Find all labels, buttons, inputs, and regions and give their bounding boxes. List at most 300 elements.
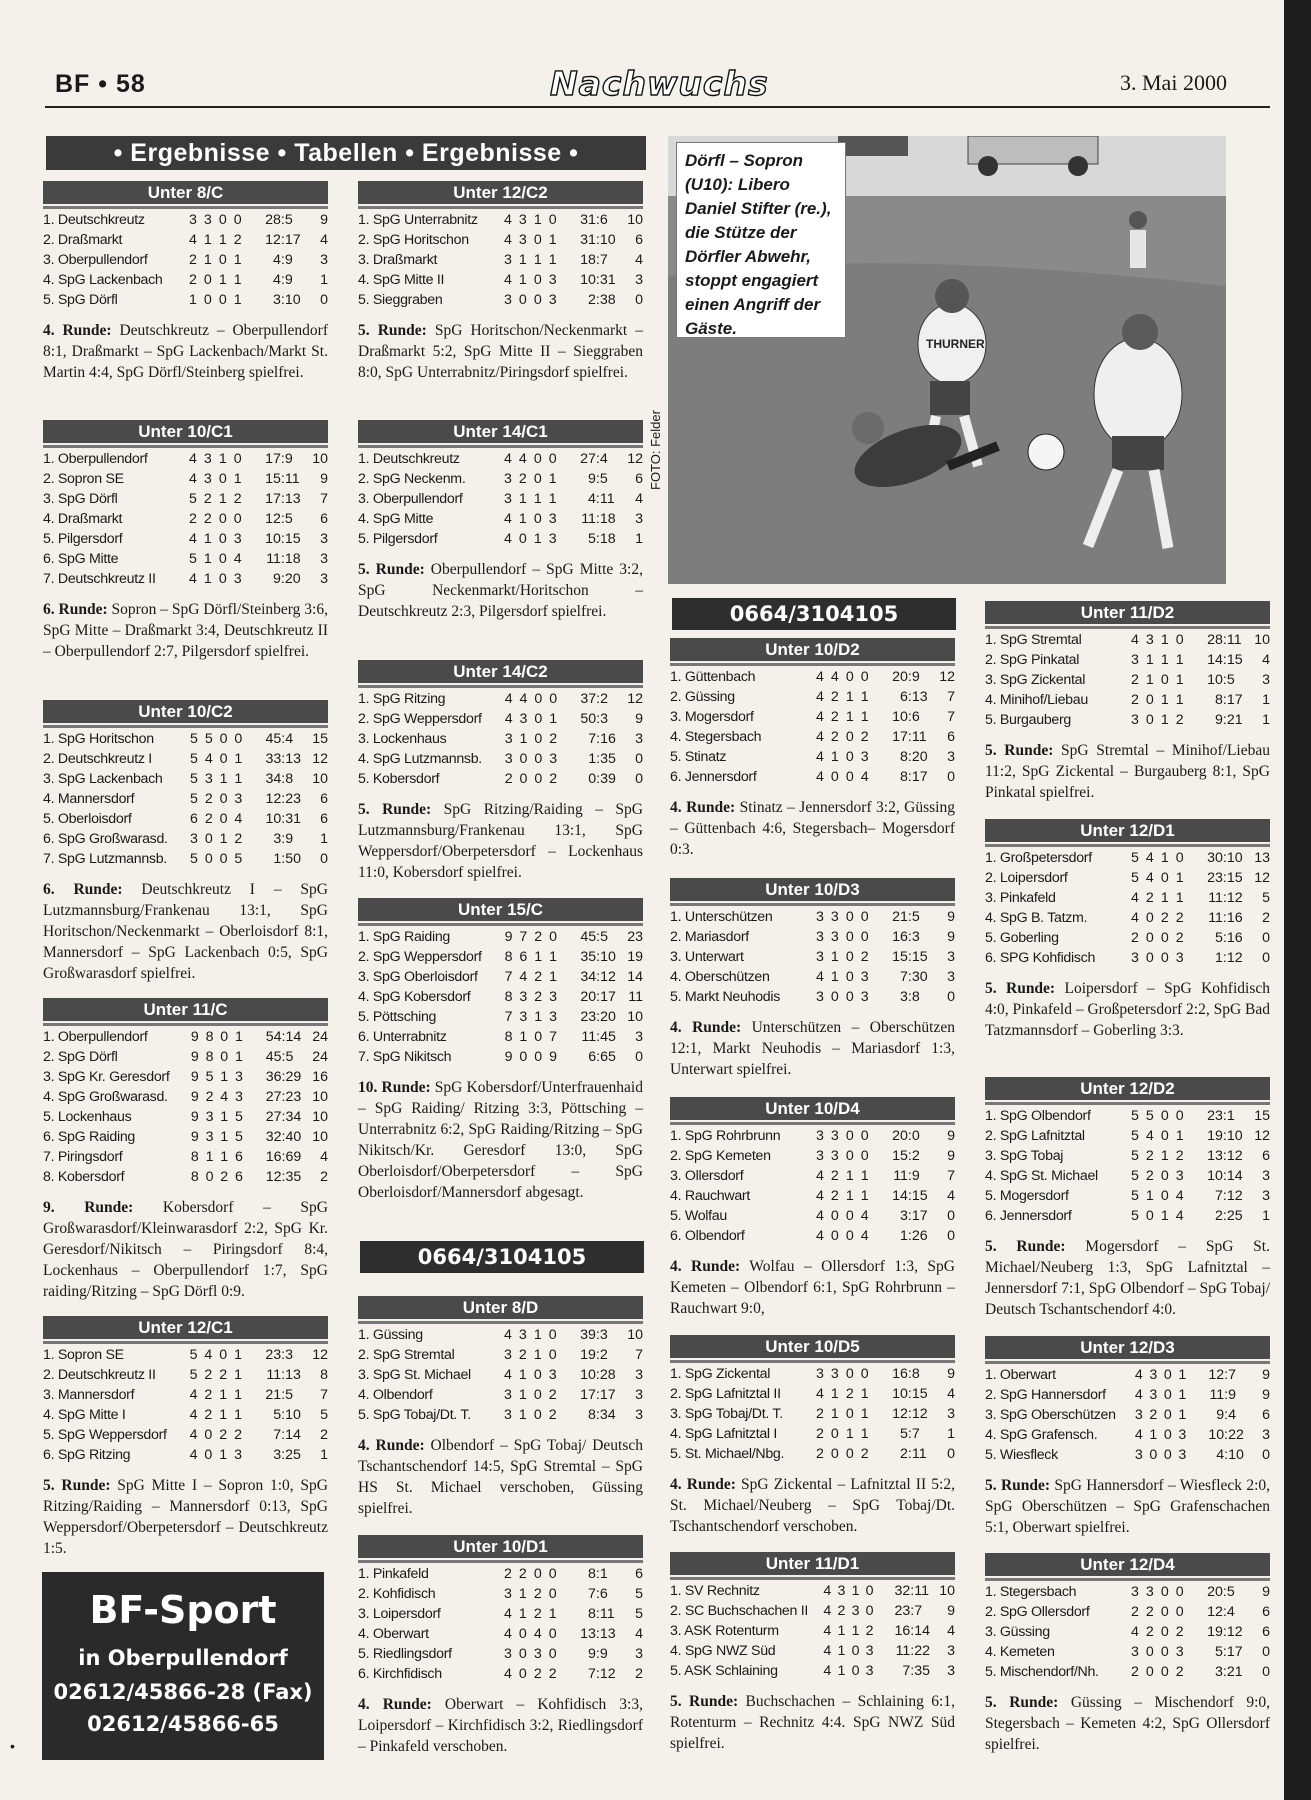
table-row: [358, 1644, 643, 1664]
table-row: [358, 749, 643, 769]
stat-cell: 1: [518, 1387, 527, 1403]
stat-cell: 0: [533, 511, 542, 527]
table-row: [43, 1425, 328, 1445]
stat-cell: 23: [285, 1089, 302, 1105]
round-text: SpG Ritzing/Raiding – SpG Lutzmannsburg/Frankenau 13:1, SpG Weppersdorf/Oberpetersdorf – Lockenhaus 11:0, Kobersdorf spielfrei.: [358, 801, 643, 881]
stat-cell: 35:: [580, 949, 601, 965]
team-name: 3. Oberpullendorf: [358, 491, 463, 507]
table-row: [43, 1365, 328, 1385]
table-row: [985, 1602, 1270, 1622]
stat-cell: 1: [1262, 1208, 1270, 1224]
stat-cell: 0: [830, 1228, 839, 1244]
scan-edge: [1284, 0, 1311, 1800]
stat-cell: 8: [504, 1029, 513, 1045]
stat-cell: 8:: [588, 1407, 600, 1423]
round-label: 6. Runde:: [43, 601, 108, 618]
stat-cell: 2: [203, 511, 212, 527]
team-name: 2. SpG Hannersdorf: [985, 1387, 1106, 1403]
stat-cell: 11: [914, 1583, 929, 1599]
stat-cell: 9: [947, 929, 955, 945]
stat-cell: 18: [599, 511, 616, 527]
stat-cell: 4: [816, 709, 824, 725]
title-underline: [985, 844, 1270, 847]
stat-cell: 11:: [581, 1029, 601, 1045]
stat-cell: 12:: [1208, 1367, 1229, 1383]
stat-cell: 15: [1226, 652, 1243, 668]
stat-cell: 7: [519, 929, 528, 945]
stat-cell: 16: [1226, 930, 1243, 946]
stat-cell: 3: [1131, 1584, 1139, 1600]
stat-cell: 0: [845, 669, 854, 685]
table-row: [43, 529, 328, 549]
stat-cell: 3: [1175, 950, 1184, 966]
table-row: [43, 1027, 328, 1047]
stat-cell: 5: [234, 1109, 243, 1125]
stat-cell: 2: [1131, 672, 1139, 688]
round-label: 4. Runde:: [43, 322, 112, 339]
stat-cell: 3: [635, 1387, 643, 1403]
table-row: [670, 927, 955, 947]
league-u11c: [43, 998, 328, 1302]
stat-cell: 0: [845, 1366, 854, 1382]
stat-cell: 1: [1175, 652, 1184, 668]
league-u12d3: [985, 1336, 1270, 1538]
team-name: 1. Stegersbach: [985, 1584, 1077, 1600]
table-row: [358, 1027, 643, 1047]
team-name: 5. Oberloisdorf: [43, 811, 132, 827]
stat-cell: 1: [218, 232, 227, 248]
team-name: 3. Mogersdorf: [670, 709, 754, 725]
table-row: [985, 710, 1270, 730]
stat-cell: 0: [1160, 1584, 1169, 1600]
table-row: [43, 1047, 328, 1067]
table-row: [670, 1126, 955, 1146]
table-row: [43, 749, 328, 769]
round-results: [43, 1475, 328, 1559]
stat-cell: 3: [816, 989, 824, 1005]
stat-cell: 0: [1160, 1188, 1169, 1204]
stat-cell: 13: [284, 491, 301, 507]
team-name: 2. Güssing: [670, 689, 735, 705]
league-u14c1: [358, 420, 643, 622]
stat-cell: 4: [519, 691, 528, 707]
stat-cell: 5: [635, 1606, 643, 1622]
table-row: [358, 1604, 643, 1624]
table-row: [43, 1067, 328, 1087]
table-row: [358, 1564, 643, 1584]
stat-cell: 16:: [892, 929, 912, 945]
stat-cell: 1: [218, 272, 227, 288]
stat-cell: 4: [830, 669, 839, 685]
stat-cell: 1: [203, 551, 212, 567]
stat-cell: 18: [599, 531, 616, 547]
team-name: 1. Deutschkreutz: [43, 212, 145, 228]
stat-cell: 9: [320, 212, 328, 228]
team-name: 2. Draßmarkt: [43, 232, 123, 248]
stat-cell: 6: [519, 949, 528, 965]
stat-cell: 3: [233, 531, 242, 547]
team-name: 5. Mischendorf/Nh.: [985, 1664, 1099, 1680]
stat-cell: 0: [911, 1128, 920, 1144]
team-name: 2. Kohfidisch: [358, 1586, 436, 1602]
stat-cell: 1: [219, 771, 228, 787]
stat-cell: 0: [830, 1446, 839, 1462]
stat-cell: 2: [233, 232, 242, 248]
stat-cell: 4: [189, 1427, 198, 1443]
stat-cell: 0: [218, 252, 227, 268]
table-row: [43, 230, 328, 250]
stat-cell: 12: [911, 1406, 928, 1422]
stat-cell: 2: [204, 811, 213, 827]
stat-cell: 4: [635, 252, 643, 268]
stat-cell: 12:: [265, 791, 286, 807]
stat-cell: 4: [816, 1208, 824, 1224]
team-name: 2. SpG Dörfl: [43, 1049, 118, 1065]
results-banner: • Ergebnisse • Tabellen • Ergebnisse •: [46, 136, 646, 170]
table-row: [985, 1662, 1270, 1682]
table-row: [985, 1206, 1270, 1226]
stat-cell: 1: [518, 1367, 527, 1383]
stat-cell: 3: [830, 1366, 839, 1382]
stat-cell: 3: [504, 1347, 512, 1363]
stat-cell: 1: [518, 252, 527, 268]
stat-cell: 3: [911, 929, 920, 945]
jersey-sponsor-text: THURNER: [926, 337, 985, 351]
stat-cell: 17: [599, 1387, 616, 1403]
stat-cell: 1: [837, 1643, 846, 1659]
stat-cell: 0: [219, 1347, 228, 1363]
stat-cell: 1: [519, 731, 528, 747]
stat-cell: 1: [205, 1149, 214, 1165]
table-row: [985, 848, 1270, 868]
stat-cell: 0: [219, 731, 228, 747]
stat-cell: 3: [947, 969, 955, 985]
stat-cell: 19:: [580, 1347, 600, 1363]
stat-cell: 3: [830, 1128, 839, 1144]
round-results: [670, 797, 955, 860]
team-name: 7. Deutschkreutz II: [43, 571, 156, 587]
title-underline: [670, 903, 955, 906]
stat-cell: 4: [947, 1386, 955, 1402]
stat-cell: 1: [549, 711, 558, 727]
stat-cell: 4: [504, 691, 513, 707]
team-name: 2. SpG Stremtal: [358, 1347, 455, 1363]
stat-cell: 0: [1262, 1644, 1270, 1660]
stat-cell: 14: [285, 1029, 302, 1045]
team-name: 3. Draßmarkt: [358, 252, 438, 268]
stat-cell: 2: [204, 791, 213, 807]
stat-cell: 23:: [1207, 1108, 1227, 1124]
table-row: [985, 670, 1270, 690]
stat-cell: 1: [830, 1406, 839, 1422]
stat-cell: 9: [947, 909, 955, 925]
stat-cell: 17: [911, 769, 928, 785]
stat-cell: 5: [1131, 1148, 1139, 1164]
stat-cell: 0: [860, 1128, 869, 1144]
stat-cell: 15: [911, 1188, 928, 1204]
round-label: 5. Runde:: [43, 1477, 111, 1494]
stat-cell: 3: [204, 771, 213, 787]
team-name: 4. SpG Großwarasd.: [43, 1089, 168, 1105]
stat-cell: 4: [1131, 1624, 1139, 1640]
stat-cell: 20: [911, 749, 928, 765]
stat-cell: 11: [628, 989, 643, 1005]
round-results: [358, 1694, 643, 1757]
stat-cell: 5: [190, 771, 198, 787]
stat-cell: 0: [218, 212, 227, 228]
team-name: 3. Loipersdorf: [358, 1606, 441, 1622]
round-text: SpG Zickental – Lafnitztal II 5:2, St. Michael/Neuberg – SpG Tobaj/Dt. Tschantschendorf verschoben.: [670, 1476, 955, 1535]
league-title: Unter 11/D1: [670, 1552, 955, 1575]
title-underline: [358, 923, 643, 926]
stat-cell: 0: [1163, 1427, 1172, 1443]
stat-cell: 0: [860, 1366, 869, 1382]
stat-cell: 3: [320, 571, 328, 587]
stat-cell: 2: [504, 1566, 512, 1582]
stat-cell: 1: [320, 272, 328, 288]
league-title: Unter 8/D: [358, 1296, 643, 1319]
stat-cell: 4: [635, 491, 643, 507]
stat-cell: 6: [911, 709, 920, 725]
stat-cell: 0: [860, 909, 869, 925]
stat-cell: 4: [823, 1643, 832, 1659]
stat-cell: 1: [851, 1583, 860, 1599]
stat-cell: 4: [860, 1208, 869, 1224]
stat-cell: 0: [1163, 1387, 1172, 1403]
stat-cell: 9: [190, 1129, 199, 1145]
league-title: Unter 10/D4: [670, 1097, 955, 1120]
stat-cell: 1: [534, 949, 543, 965]
stat-cell: 6: [947, 729, 955, 745]
round-text: Deutschkreutz – Oberpullendorf 8:1, Draßmarkt – SpG Lackenbach/Markt St. Martin 4:4, SpG Dörfl/Steinberg spielfrei.: [43, 322, 328, 381]
stat-cell: 0: [947, 1446, 955, 1462]
stat-cell: 11: [599, 1606, 615, 1622]
stat-cell: 6: [234, 1149, 243, 1165]
stat-cell: 2: [635, 1666, 643, 1682]
stat-cell: 1: [1145, 1188, 1154, 1204]
stat-cell: 30:: [1207, 850, 1227, 866]
stat-cell: 1:: [273, 851, 286, 867]
stat-cell: 2: [548, 1407, 557, 1423]
stat-cell: 3:: [900, 989, 912, 1005]
stat-cell: 0: [234, 731, 243, 747]
stat-cell: 0: [205, 1169, 214, 1185]
stat-cell: 3: [816, 1148, 824, 1164]
team-name: 2. Deutschkreutz II: [43, 1367, 156, 1383]
stat-cell: 5: [1131, 1208, 1139, 1224]
stat-cell: 3: [1262, 1168, 1270, 1184]
stat-cell: 1: [533, 1347, 542, 1363]
stat-cell: 5: [600, 929, 608, 945]
stat-cell: 31:: [580, 232, 600, 248]
stat-cell: 3: [947, 1406, 955, 1422]
stat-cell: 9: [947, 1128, 955, 1144]
table-row: [358, 1405, 643, 1425]
table-row: [358, 1007, 643, 1027]
stat-cell: 2: [1131, 692, 1139, 708]
advert-location: in Oberpullendorf: [78, 1646, 288, 1670]
round-text: SpG Stremtal – Minihof/Liebau 11:2, SpG Zickental – Burgauberg 8:1, SpG Pinkatal spielfrei.: [985, 742, 1270, 801]
title-underline: [670, 1360, 955, 1363]
stat-cell: 2: [1145, 1168, 1154, 1184]
stat-cell: 0: [218, 471, 227, 487]
stat-cell: 9: [635, 711, 643, 727]
table-row: [670, 1226, 955, 1246]
stat-cell: 0: [518, 1666, 527, 1682]
round-label: 9. Runde:: [43, 1199, 134, 1216]
stat-cell: 0: [534, 1049, 543, 1065]
stat-cell: 0: [218, 531, 227, 547]
table-row: [43, 769, 328, 789]
stat-cell: 9: [911, 1168, 920, 1184]
stat-cell: 1: [534, 1009, 543, 1025]
stat-cell: 1: [1178, 1387, 1187, 1403]
stat-cell: 1: [1178, 1407, 1187, 1423]
stat-cell: 1: [1175, 672, 1184, 688]
league-u12d1: [985, 819, 1270, 1041]
stat-cell: 3: [533, 1646, 542, 1662]
stat-cell: 10: [627, 212, 643, 228]
stat-cell: 0: [518, 292, 527, 308]
stat-cell: 1: [518, 491, 527, 507]
stat-cell: 2: [837, 1603, 846, 1619]
stat-cell: 2: [911, 1148, 920, 1164]
stat-cell: 4: [816, 1228, 824, 1244]
team-name: 7. Piringsdorf: [43, 1149, 123, 1165]
league-u14c2: [358, 660, 643, 883]
table-row: [43, 469, 328, 489]
stat-cell: 9: [320, 471, 328, 487]
stat-cell: 2: [204, 1407, 213, 1423]
stat-cell: 3: [947, 1663, 955, 1679]
stat-cell: 1: [1160, 1208, 1169, 1224]
stat-cell: 1: [218, 451, 227, 467]
stat-cell: 4: [823, 1663, 832, 1679]
table-row: [43, 569, 328, 589]
team-name: 2. SpG Weppersdorf: [358, 949, 482, 965]
stat-cell: 2: [1175, 1664, 1184, 1680]
team-name: 1. SpG Olbendorf: [985, 1108, 1091, 1124]
stat-cell: 10: [285, 1407, 301, 1423]
stat-cell: 18:: [580, 252, 600, 268]
stat-cell: 0: [1262, 1664, 1270, 1680]
stat-cell: 1: [1145, 652, 1154, 668]
stat-cell: 1: [1145, 672, 1154, 688]
stat-cell: 15:: [265, 471, 285, 487]
stat-cell: 1: [548, 471, 557, 487]
stat-cell: 2: [204, 1367, 213, 1383]
stat-cell: 9: [911, 669, 920, 685]
stat-cell: 3:: [273, 831, 286, 847]
team-name: 5. Stinatz: [670, 749, 727, 765]
stat-cell: 12: [1226, 1148, 1243, 1164]
stat-cell: 1: [1175, 692, 1184, 708]
stat-cell: 0: [1160, 1624, 1169, 1640]
team-name: 2. SpG Horitschon: [358, 232, 469, 248]
stat-cell: 8: [504, 989, 513, 1005]
team-name: 2. SpG Pinkatal: [985, 652, 1080, 668]
team-name: 4. SpG Mitte: [358, 511, 434, 527]
stat-cell: 2: [599, 1347, 608, 1363]
stat-cell: 2: [234, 1427, 242, 1443]
stat-cell: 6:: [900, 689, 912, 705]
stat-cell: 2: [189, 252, 197, 268]
stat-cell: 2: [1160, 910, 1169, 926]
stat-cell: 7: [320, 491, 328, 507]
stat-cell: 4: [1145, 1128, 1154, 1144]
table-row: [358, 927, 643, 947]
stat-cell: 0: [533, 1407, 542, 1423]
team-name: 4. SpG Lutzmannsb.: [358, 751, 482, 767]
stat-cell: 2: [1131, 1604, 1139, 1620]
stat-cell: 4: [189, 1407, 198, 1423]
table-row: [985, 1126, 1270, 1146]
team-name: 3. SpG Kr. Geresdorf: [43, 1069, 170, 1085]
team-name: 4. SpG Grafensch.: [985, 1427, 1098, 1443]
league-u8d: [358, 1296, 643, 1519]
stat-cell: 3: [320, 551, 328, 567]
stat-cell: 2: [830, 729, 839, 745]
league-u10d1: [358, 1535, 643, 1757]
stat-cell: 2: [1175, 1624, 1184, 1640]
stat-cell: 16:: [265, 1149, 286, 1165]
stat-cell: 0: [1160, 950, 1169, 966]
stat-cell: 3: [837, 1583, 846, 1599]
stat-cell: 7:: [588, 1666, 600, 1682]
stat-cell: 6:: [588, 1049, 601, 1065]
team-name: 3. SpG Oberschützen: [985, 1407, 1116, 1423]
table-row: [985, 650, 1270, 670]
stat-cell: 1: [845, 1426, 854, 1442]
stat-cell: 5: [284, 511, 293, 527]
team-name: 3. SpG Dörfl: [43, 491, 118, 507]
table-row: [358, 210, 643, 230]
stat-cell: 17:: [580, 1387, 600, 1403]
stat-cell: 2: [533, 1606, 542, 1622]
table-row: [358, 947, 643, 967]
round-text: Kobersdorf – SpG Großwarasdorf/Kleinwarasdorf 2:2, SpG Kr. Geresdorf/Nikitsch – Piringsdorf 8:4, Lockenhaus – Oberpullendorf 1:7, SpG raiding/Ritzing – SpG Dörfl 0:9.: [43, 1199, 328, 1300]
team-name: 2. SpG Lafnitztal II: [670, 1386, 781, 1402]
round-text: Olbendorf – SpG Tobaj/ Deutsch Tschantschendorf 14:5, SpG Stremtal – SpG HS St. Michael verschoben, Güssing spielfrei.: [358, 1437, 643, 1517]
stat-cell: 27:: [265, 1089, 286, 1105]
stat-cell: 2: [189, 511, 197, 527]
table-row: [670, 687, 955, 707]
stat-cell: 1: [845, 709, 854, 725]
stat-cell: 5: [190, 751, 198, 767]
stat-cell: 2: [534, 929, 543, 945]
round-text: SpG Kobersdorf/Unterfrauenhaid – SpG Raiding/ Ritzing 3:3, Pöttsching – Unterrabnitz 6:2, SpG Raiding/Ritzing – SpG Nikitsch/Kr. Geresdorf 13:0, SpG Oberloisdorf/Oberpetersdorf – SpG Oberloisdorf/Mannersdorf abgesagt.: [358, 1079, 643, 1201]
round-label: 5. Runde:: [985, 980, 1056, 997]
stat-cell: 0: [548, 1566, 557, 1582]
round-text: Stinatz – Jennersdorf 3:2, Güssing – Güttenbach 4:6, Stegersbach– Mogersdorf 0:3.: [670, 799, 955, 858]
stat-cell: 1: [1160, 1148, 1169, 1164]
team-name: 4. SpG Mitte II: [358, 272, 445, 288]
standings-table: [358, 1564, 643, 1684]
stat-cell: 4: [518, 451, 527, 467]
stat-cell: 11:: [581, 511, 600, 527]
stat-cell: 0: [203, 292, 212, 308]
title-underline: [670, 663, 955, 666]
stat-cell: 23:: [894, 1603, 915, 1619]
team-name: 4. Stegersbach: [670, 729, 762, 745]
stat-cell: 11:: [1208, 910, 1227, 926]
stat-cell: 0: [845, 1406, 854, 1422]
team-name: 1. Oberpullendorf: [43, 451, 148, 467]
stat-cell: 14:: [892, 1188, 912, 1204]
stat-cell: 5: [1226, 1584, 1235, 1600]
team-name: 4. Mannersdorf: [43, 791, 135, 807]
stat-cell: 5: [284, 212, 293, 228]
